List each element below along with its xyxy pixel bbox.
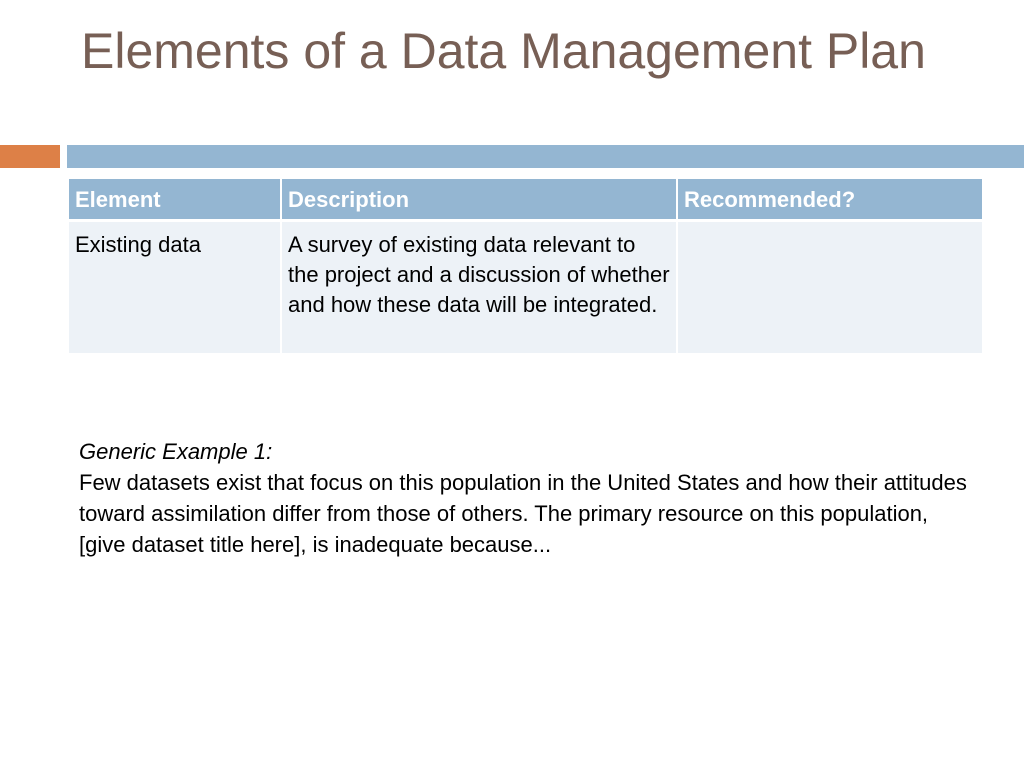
cell-recommended bbox=[677, 221, 982, 354]
example-body: Few datasets exist that focus on this population in the United States and how their attitudes toward assimilation differ from those of others. The primary resource on this population, [give dataset title here], is inadequate because... bbox=[79, 470, 967, 557]
cell-description: A survey of existing data relevant to the project and a discussion of whether and how these data will be integrated. bbox=[281, 221, 677, 354]
cell-element: Existing data bbox=[69, 221, 281, 354]
column-header-recommended: Recommended? bbox=[677, 179, 982, 221]
table-header-row bbox=[69, 179, 982, 221]
example-heading: Generic Example 1: bbox=[79, 439, 273, 464]
column-header-element: Element bbox=[69, 179, 281, 221]
column-header-description: Description bbox=[281, 179, 677, 221]
table-header bbox=[69, 179, 982, 221]
accent-bar-orange bbox=[0, 145, 60, 168]
elements-table bbox=[69, 179, 982, 353]
table-row bbox=[69, 221, 982, 354]
example-block bbox=[79, 436, 979, 560]
accent-bar-blue bbox=[67, 145, 1024, 168]
slide-title: Elements of a Data Management Plan bbox=[81, 23, 926, 79]
